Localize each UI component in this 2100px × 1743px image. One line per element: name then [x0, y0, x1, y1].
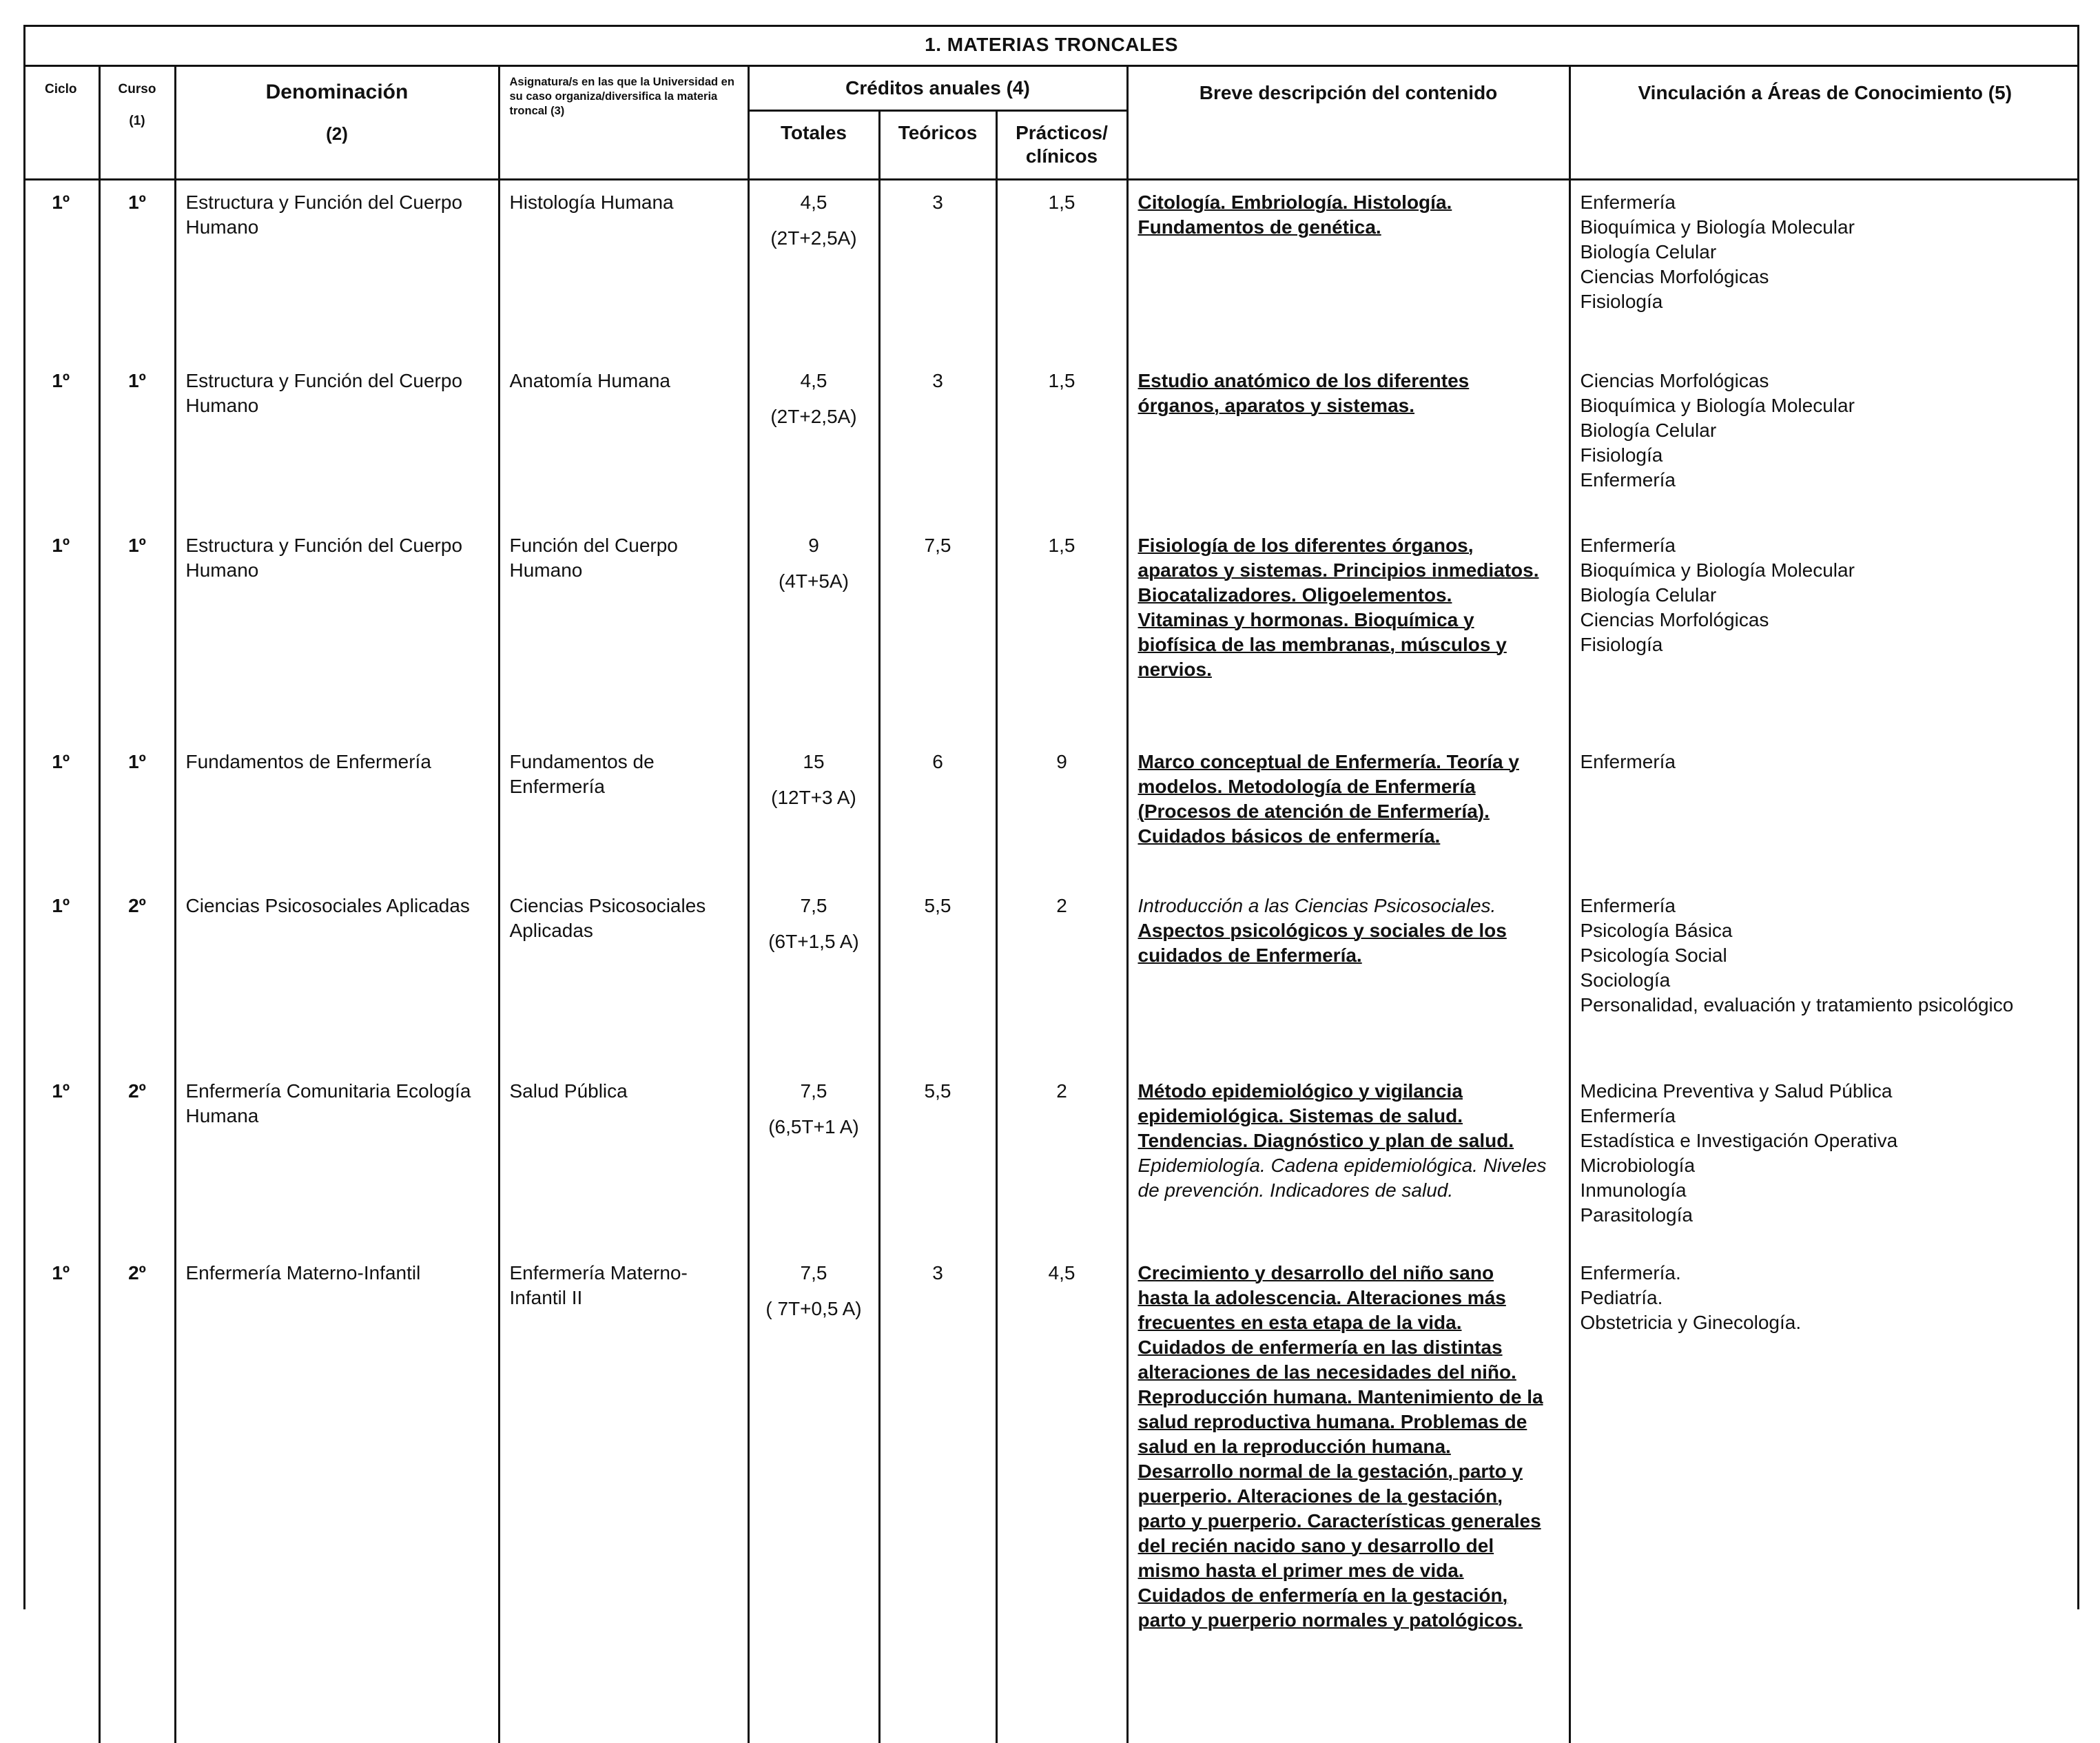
- cell-practicos: 1,5: [996, 359, 1127, 524]
- totales-detail: (2T+2,5A): [770, 406, 857, 427]
- cell-curso: 1º: [99, 740, 175, 884]
- area-item: Medicina Preventiva y Salud Pública: [1580, 1080, 1893, 1102]
- table-row: [23, 740, 2079, 884]
- cell-descripcion: [1127, 180, 1569, 360]
- cell-descripcion: [1127, 884, 1569, 1069]
- cell-denominacion: Estructura y Función del Cuerpo Humano: [175, 359, 499, 524]
- area-item: Biología Celular: [1580, 584, 1717, 606]
- totales-detail: (6,5T+1 A): [768, 1116, 859, 1137]
- totales-detail: (6T+1,5 A): [768, 931, 859, 952]
- description-italic-text: Epidemiología. Cadena epidemiológica. Niveles de prevención. Indicadores de salud.: [1138, 1155, 1547, 1201]
- area-item: Microbiología: [1580, 1155, 1696, 1176]
- area-item: Enfermería: [1580, 751, 1676, 772]
- description-text: Fisiología de los diferentes órganos, aparatos y sistemas. Principios inmediatos. Biocatalizadores. Oligoelementos. Vitaminas y hormonas. Bioquímica y biofísica de las membranas, músculos y nervios.: [1138, 535, 1539, 680]
- totales-value: 15: [803, 751, 825, 772]
- description-text: Método epidemiológico y vigilancia epidemiológica. Sistemas de salud. Tendencias. Diagnóstico y plan de salud.: [1138, 1080, 1514, 1151]
- cell-practicos: 2: [996, 1069, 1127, 1251]
- cell-asignatura: Función del Cuerpo Humano: [499, 524, 748, 740]
- cell-asignatura: Ciencias Psicosociales Aplicadas: [499, 884, 748, 1069]
- description-text: Estudio anatómico de los diferentes órganos, aparatos y sistemas.: [1138, 370, 1470, 416]
- cell-areas: [1569, 1069, 2079, 1251]
- header-ciclo-label: Ciclo: [45, 82, 77, 96]
- cell-totales: [748, 359, 879, 524]
- header-denominacion-label: Denominación: [265, 81, 409, 103]
- cell-ciclo: 1º: [52, 370, 70, 391]
- header-creditos: Créditos anuales (4): [748, 66, 1127, 111]
- cell-asignatura: Salud Pública: [499, 1069, 748, 1251]
- header-asignaturas: Asignatura/s en las que la Universidad en su caso organiza/diversifica la materia troncal (3): [499, 66, 748, 180]
- area-item: Enfermería: [1580, 535, 1676, 556]
- cell-totales: [748, 740, 879, 884]
- cell-ciclo: 1º: [52, 895, 70, 916]
- area-item: Inmunología: [1580, 1179, 1687, 1201]
- cell-areas: [1569, 884, 2079, 1069]
- description-text: Citología. Embriología. Histología. Fundamentos de genética.: [1138, 192, 1452, 238]
- header-denominacion: [175, 66, 499, 180]
- table-row: [23, 1069, 2079, 1251]
- area-item: Bioquímica y Biología Molecular: [1580, 559, 1855, 581]
- cell-ciclo: 1º: [52, 751, 70, 772]
- area-item: Psicología Social: [1580, 945, 1727, 966]
- area-item: Enfermería: [1580, 469, 1676, 491]
- description-italic-intro: Introducción a las Ciencias Psicosociales.: [1138, 895, 1496, 916]
- area-item: Enfermería: [1580, 192, 1676, 213]
- area-item: Ciencias Morfológicas: [1580, 266, 1769, 287]
- totales-value: 7,5: [800, 895, 827, 916]
- table-row: [23, 884, 2079, 1069]
- area-item: Enfermería: [1580, 1105, 1676, 1126]
- cell-curso: 2º: [99, 1069, 175, 1251]
- area-item: Parasitología: [1580, 1204, 1693, 1226]
- totales-value: 7,5: [800, 1262, 827, 1283]
- area-item: Ciencias Morfológicas: [1580, 370, 1769, 391]
- materias-troncales-table: [23, 25, 2079, 1743]
- table-row: [23, 180, 2079, 360]
- cell-teoricos: 3: [879, 180, 996, 360]
- cell-practicos: 4,5: [996, 1251, 1127, 1743]
- cell-areas: [1569, 524, 2079, 740]
- area-item: Personalidad, evaluación y tratamiento psicológico: [1580, 994, 2014, 1015]
- cell-teoricos: 7,5: [879, 524, 996, 740]
- table-row: [23, 359, 2079, 524]
- header-teoricos: Teóricos: [879, 110, 996, 179]
- cell-teoricos: 6: [879, 740, 996, 884]
- area-item: Fisiología: [1580, 634, 1663, 655]
- cell-asignatura: Histología Humana: [499, 180, 748, 360]
- cell-curso: 1º: [99, 180, 175, 360]
- cell-descripcion: [1127, 359, 1569, 524]
- cell-totales: [748, 524, 879, 740]
- description-text: Aspectos psicológicos y sociales de los cuidados de Enfermería.: [1138, 920, 1507, 966]
- header-denominacion-note: (2): [326, 123, 348, 144]
- cell-areas: [1569, 1251, 2079, 1743]
- cell-curso: 2º: [99, 1251, 175, 1743]
- cell-teoricos: 5,5: [879, 884, 996, 1069]
- area-item: Bioquímica y Biología Molecular: [1580, 395, 1855, 416]
- cell-totales: [748, 180, 879, 360]
- cell-teoricos: 5,5: [879, 1069, 996, 1251]
- cell-teoricos: 3: [879, 359, 996, 524]
- area-item: Bioquímica y Biología Molecular: [1580, 216, 1855, 238]
- cell-descripcion: [1127, 524, 1569, 740]
- cell-curso: 2º: [99, 884, 175, 1069]
- table-title: 1. MATERIAS TRONCALES: [23, 25, 2079, 66]
- table-row: [23, 1251, 2079, 1743]
- cell-practicos: 1,5: [996, 524, 1127, 740]
- cell-denominacion: Enfermería Comunitaria Ecología Humana: [175, 1069, 499, 1251]
- area-item: Fisiología: [1580, 444, 1663, 466]
- header-descripcion: Breve descripción del contenido: [1127, 66, 1569, 180]
- totales-value: 4,5: [800, 370, 827, 391]
- header-curso-note: (1): [129, 114, 145, 128]
- cell-totales: [748, 1069, 879, 1251]
- cell-areas: [1569, 180, 2079, 360]
- cell-ciclo: 1º: [52, 1262, 70, 1283]
- cell-asignatura: Enfermería Materno-Infantil II: [499, 1251, 748, 1743]
- cell-totales: [748, 884, 879, 1069]
- cell-asignatura: Fundamentos de Enfermería: [499, 740, 748, 884]
- cell-descripcion: [1127, 1069, 1569, 1251]
- area-item: Enfermería.: [1580, 1262, 1681, 1283]
- cell-ciclo: 1º: [52, 535, 70, 556]
- area-item: Pediatría.: [1580, 1287, 1663, 1308]
- cell-areas: [1569, 359, 2079, 524]
- cell-denominacion: Ciencias Psicosociales Aplicadas: [175, 884, 499, 1069]
- header-vinculacion: Vinculación a Áreas de Conocimiento (5): [1569, 66, 2079, 180]
- cell-denominacion: Fundamentos de Enfermería: [175, 740, 499, 884]
- totales-value: 9: [808, 535, 819, 556]
- header-totales: Totales: [748, 110, 879, 179]
- area-item: Fisiología: [1580, 291, 1663, 312]
- cell-teoricos: 3: [879, 1251, 996, 1743]
- cell-curso: 1º: [99, 359, 175, 524]
- header-practicos: Prácticos/ clínicos: [996, 110, 1127, 179]
- cell-totales: [748, 1251, 879, 1743]
- header-curso-label: Curso: [118, 82, 156, 96]
- totales-detail: (4T+5A): [779, 570, 849, 592]
- area-item: Sociología: [1580, 969, 1671, 991]
- cell-ciclo: 1º: [52, 1080, 70, 1102]
- cell-denominacion: Estructura y Función del Cuerpo Humano: [175, 524, 499, 740]
- header-ciclo: [23, 66, 99, 180]
- area-item: Ciencias Morfológicas: [1580, 609, 1769, 630]
- area-item: Enfermería: [1580, 895, 1676, 916]
- totales-detail: ( 7T+0,5 A): [765, 1298, 862, 1319]
- cell-practicos: 1,5: [996, 180, 1127, 360]
- area-item: Psicología Básica: [1580, 920, 1733, 941]
- totales-detail: (12T+3 A): [771, 787, 856, 808]
- totales-detail: (2T+2,5A): [770, 227, 857, 249]
- header-curso: [99, 66, 175, 180]
- cell-areas: [1569, 740, 2079, 884]
- totales-value: 7,5: [800, 1080, 827, 1102]
- cell-practicos: 9: [996, 740, 1127, 884]
- description-text: Crecimiento y desarrollo del niño sano hasta la adolescencia. Alteraciones más frecuentes en esta etapa de la vida. Cuidados de enfermería en las distintas alteraciones de las necesidades del niño. Reproducción humana. Mantenimiento de la salud reproductiva humana. Problemas de salud en la reproducción humana. Desarrollo normal de la gestación, parto y puerperio. Alteraciones de la gestación, parto y puerperio. Características generales del recién nacido sano y desarrollo del mismo hasta el primer mes de vida. Cuidados de enfermería en la gestación, parto y puerperio normales y patológicos.: [1138, 1262, 1543, 1631]
- cell-descripcion: [1127, 740, 1569, 884]
- cell-denominacion: Enfermería Materno-Infantil: [175, 1251, 499, 1743]
- cell-descripcion: [1127, 1251, 1569, 1743]
- area-item: Biología Celular: [1580, 420, 1717, 441]
- cell-denominacion: Estructura y Función del Cuerpo Humano: [175, 180, 499, 360]
- cell-asignatura: Anatomía Humana: [499, 359, 748, 524]
- description-text: Marco conceptual de Enfermería. Teoría y modelos. Metodología de Enfermería (Procesos de atención de Enfermería). Cuidados básicos de enfermería.: [1138, 751, 1519, 847]
- cell-ciclo: 1º: [52, 192, 70, 213]
- area-item: Obstetricia y Ginecología.: [1580, 1312, 1802, 1333]
- table-row: [23, 524, 2079, 740]
- cell-practicos: 2: [996, 884, 1127, 1069]
- cell-curso: 1º: [99, 524, 175, 740]
- totales-value: 4,5: [800, 192, 827, 213]
- area-item: Estadística e Investigación Operativa: [1580, 1130, 1898, 1151]
- area-item: Biología Celular: [1580, 241, 1717, 262]
